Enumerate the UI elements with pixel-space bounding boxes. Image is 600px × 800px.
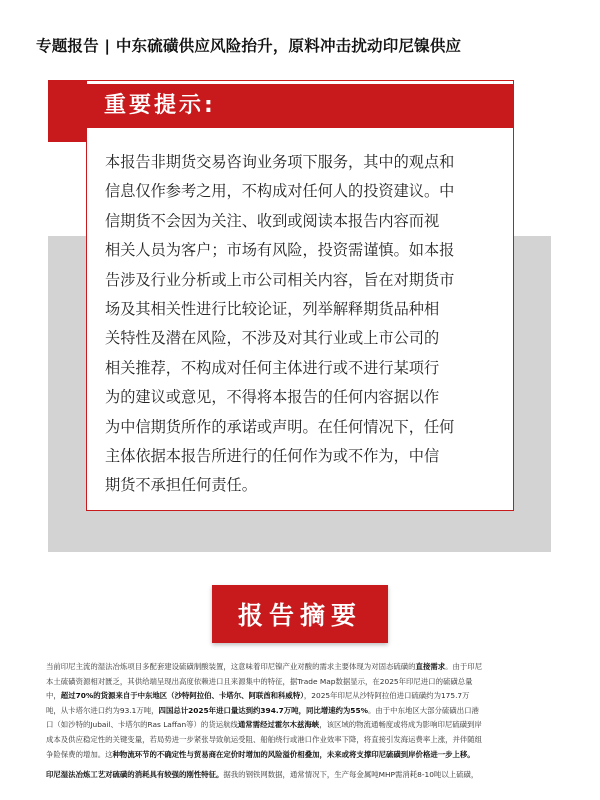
notice-line: 主体依据本报告所进行的任何作为或不作为，中信 bbox=[105, 447, 440, 466]
paragraph-line bbox=[46, 768, 556, 783]
notice-heading: 重要提示: bbox=[104, 93, 216, 118]
bold-run: 通常需经过霍尔木兹海峡 bbox=[237, 720, 320, 730]
paragraph-line bbox=[46, 704, 556, 719]
text-run: ，该区域的物流通畅度或将成为影响印尼硫磺到岸 bbox=[319, 720, 482, 730]
text-run: 。由于中东地区大部分硫磺出口港 bbox=[368, 705, 479, 715]
text-run: 当前印尼主流的湿法冶炼项目多配套建设硫磺制酸装置，这意味着印尼镍产业对酸的需求主要体现为对固态硫磺的 bbox=[46, 662, 416, 671]
report-summary-heading: 报告摘要 bbox=[212, 585, 388, 643]
notice-line: 为中信期货所作的承诺或声明。在任何情况下，任何 bbox=[105, 417, 455, 436]
bold-run: 四国总计2025年进口量达到约394.7万吨，同比增速约为55% bbox=[158, 705, 368, 715]
text-run: 中， bbox=[46, 691, 61, 701]
notice-line: 信期货不会因为关注、收到或阅读本报告内容而视 bbox=[105, 211, 440, 230]
bold-run: 印尼湿法冶炼工艺对硫磺的消耗具有较强的刚性特征。 bbox=[46, 770, 224, 779]
notice-line: 相关人员为客户；市场有风险，投资需谨慎。如本报 bbox=[105, 241, 455, 260]
summary-paragraph-1 bbox=[46, 660, 556, 762]
notice-line: 关特性及潜在风险，不涉及对其行业或上市公司的 bbox=[105, 329, 440, 348]
report-title: 专题报告 | 中东硫磺供应风险抬升，原料冲击扰动印尼镍供应 bbox=[36, 37, 462, 55]
bold-run: 直接需求 bbox=[415, 662, 446, 671]
text-run: 吨，从卡塔尔进口约为93.1万吨， bbox=[46, 705, 159, 715]
paragraph-line: 成本及供应稳定性的关键变量，若局势进一步紧张导致航运受阻、船舶绕行或港口作业效率下降，将直接引发海运费率上涨，并伴随组 bbox=[46, 734, 483, 744]
bold-run: 超过70%的货源来自于中东地区（沙特阿拉伯、卡塔尔、阿联酋和科威特） bbox=[60, 691, 304, 701]
notice-line: 相关推荐，不构成对任何主体进行或不进行某项行 bbox=[105, 358, 440, 377]
notice-line: 本报告非期货交易咨询业务项下服务，其中的观点和 bbox=[105, 153, 455, 171]
notice-line: 告涉及行业分析或上市公司相关内容，旨在对期货市 bbox=[105, 270, 455, 289]
text-run: 。由于印尼 bbox=[445, 662, 483, 671]
paragraph-line bbox=[46, 718, 556, 733]
paragraph-line: 本土硫磺资源相对匮乏，其供给端呈现出高度依赖进口且来源集中的特征，据Trade Map数据显示，在2025年印尼进口的硫磺总量 bbox=[46, 676, 473, 686]
notice-line: 期货不承担任何责任。 bbox=[105, 476, 257, 495]
text-run: 口（如沙特的Jubail、卡塔尔的Ras Laffan等）的货运航线 bbox=[46, 720, 238, 730]
paragraph-line bbox=[46, 689, 556, 704]
summary-paragraph-2 bbox=[46, 768, 556, 783]
notice-text bbox=[105, 148, 505, 501]
bold-run: 种物流环节的不确定性与贸易商在定价时增加的风险溢价相叠加，未来或将支撑印尼硫磺到岸价格进一步上移。 bbox=[112, 749, 475, 759]
notice-line: 为的建议或意见，不得将本报告的任何内容据以作 bbox=[105, 388, 440, 407]
text-run: 争险保费的增加。这 bbox=[46, 749, 113, 759]
notice-line: 场及其相关性进行比较论证，列举解释期货品种相 bbox=[105, 300, 440, 319]
text-run: 据我的钢铁网数据，通常情况下，生产每金属吨MHP需消耗8-10吨以上硫磺， bbox=[223, 770, 479, 779]
text-run: ，2025年印尼从沙特阿拉伯进口硫磺约为175.7万 bbox=[303, 691, 470, 701]
paragraph-line bbox=[46, 748, 556, 763]
paragraph-line bbox=[46, 660, 556, 675]
notice-line: 信息仅作参考之用，不构成对任何人的投资建议。中 bbox=[105, 182, 455, 201]
